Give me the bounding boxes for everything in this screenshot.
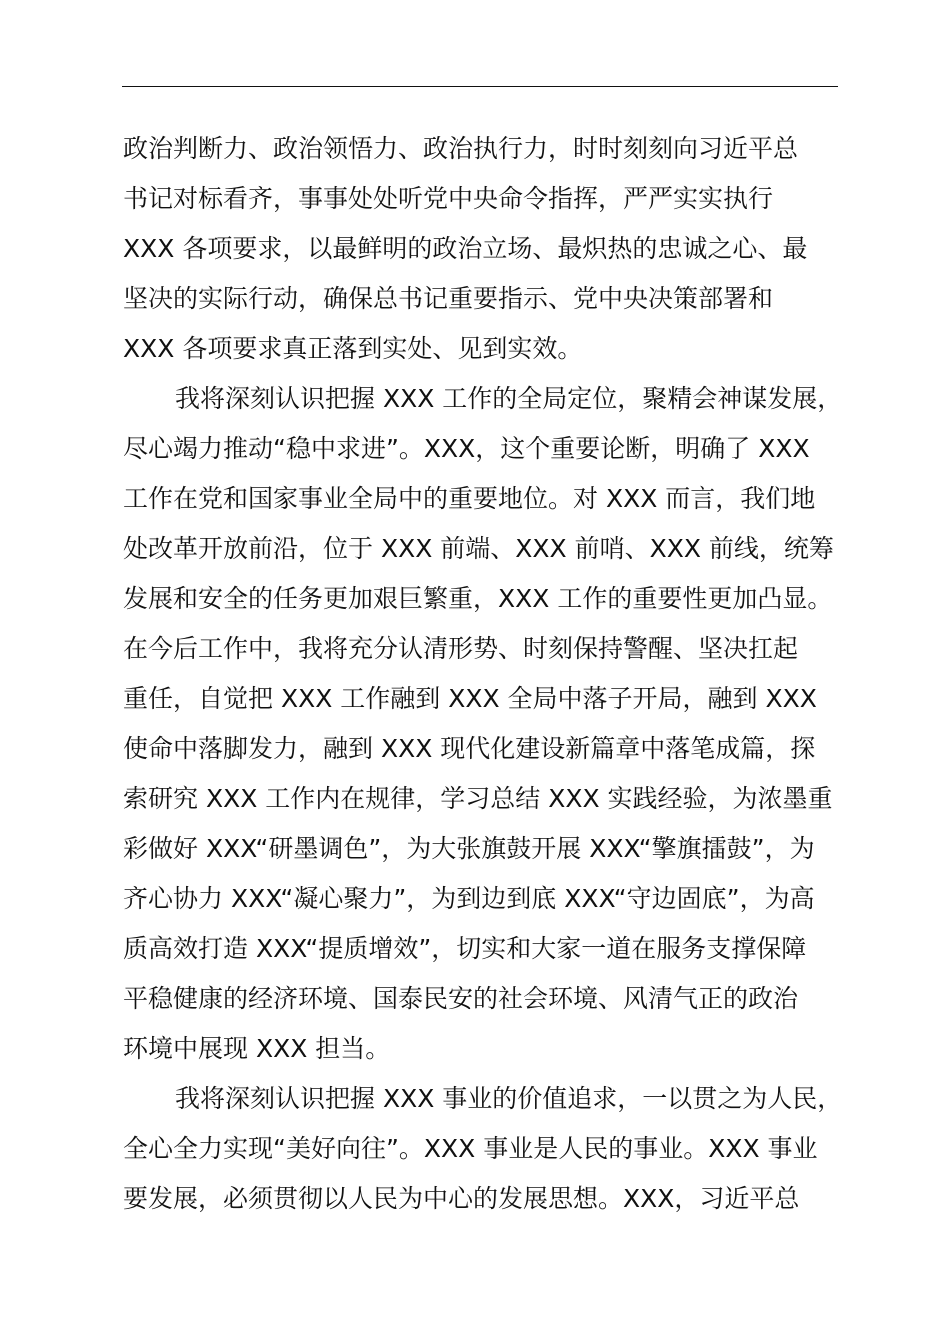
text-line: 政治判断力、政治领悟力、政治执行力，时时刻刻向习近平总	[123, 134, 799, 163]
text-line: 工作在党和国家事业全局中的重要地位。对 XXX 而言，我们地	[123, 484, 816, 513]
header-rule	[122, 86, 838, 87]
text-line: XXX 各项要求真正落到实处、见到实效。	[123, 334, 583, 363]
text-line: 使命中落脚发力，融到 XXX 现代化建设新篇章中落笔成篇，探	[123, 734, 816, 763]
document-body	[123, 124, 863, 1224]
text-line: 要发展，必须贯彻以人民为中心的发展思想。XXX，习近平总	[123, 1184, 800, 1213]
paragraph-start-line: 我将深刻认识把握 XXX 事业的价值追求，一以贯之为人民，	[175, 1084, 843, 1113]
text-line: 处改革开放前沿，位于 XXX 前端、XXX 前哨、XXX 前线，统筹	[123, 534, 834, 563]
text-line: 发展和安全的任务更加艰巨繁重，XXX 工作的重要性更加凸显。	[123, 584, 833, 613]
text-line: 书记对标看齐，事事处处听党中央命令指挥，严严实实执行	[123, 184, 774, 213]
text-line: 彩做好 XXX“研墨调色”，为大张旗鼓开展 XXX“擎旗擂鼓”，为	[123, 834, 815, 863]
text-line: 坚决的实际行动，确保总书记重要指示、党中央决策部署和	[123, 284, 774, 313]
text-line: 环境中展现 XXX 担当。	[123, 1034, 391, 1063]
text-line: 质高效打造 XXX“提质增效”，切实和大家一道在服务支撑保障	[123, 934, 807, 963]
paragraph-start-line: 我将深刻认识把握 XXX 工作的全局定位，聚精会神谋发展，	[175, 384, 843, 413]
text-line: 全心全力实现“美好向往”。XXX 事业是人民的事业。XXX 事业	[123, 1134, 818, 1163]
text-line: 重任，自觉把 XXX 工作融到 XXX 全局中落子开局，融到 XXX	[123, 684, 817, 713]
text-line: 尽心竭力推动“稳中求进”。XXX，这个重要论断，明确了 XXX	[123, 434, 810, 463]
text-line: 索研究 XXX 工作内在规律，学习总结 XXX 实践经验，为浓墨重	[123, 784, 833, 813]
text-line: 齐心协力 XXX“凝心聚力”，为到边到底 XXX“守边固底”，为高	[123, 884, 815, 913]
text-line: 在今后工作中，我将充分认清形势、时刻保持警醒、坚决扛起	[123, 634, 799, 663]
text-line: XXX 各项要求，以最鲜明的政治立场、最炽热的忠诚之心、最	[123, 234, 808, 263]
text-line: 平稳健康的经济环境、国泰民安的社会环境、风清气正的政治	[123, 984, 799, 1013]
